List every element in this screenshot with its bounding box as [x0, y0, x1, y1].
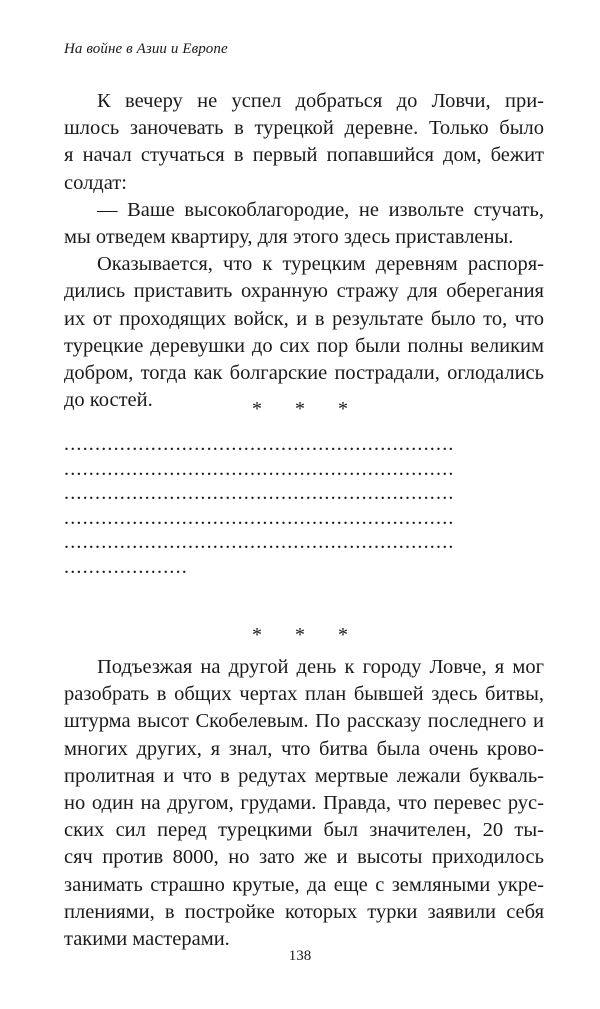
text-line: солдат:: [64, 171, 127, 194]
text-line: плениями, в постройке которых турки заявили себя: [64, 900, 544, 923]
text-line: Подъезжая на другой день к городу Ловче, я мог: [97, 656, 544, 678]
ellipsis-line: ...............................................................: [64, 531, 455, 553]
text-line: мы отведем квартиру, для этого здесь приставлены.: [64, 226, 514, 249]
ellipsis-line: ....................: [64, 555, 188, 578]
text-line: — Ваше высокоблагородие, не извольте стучать,: [97, 198, 544, 221]
text-line: многих других, я знал, что битва была очень крово-: [64, 737, 544, 760]
paragraph: [64, 654, 544, 953]
ellipsis-line: ...............................................................: [64, 506, 455, 529]
paragraph: [64, 251, 544, 414]
text-line: но один на другом, грудами. Правда, что перевес рус-: [64, 792, 544, 815]
paragraph: [64, 197, 544, 251]
text-line: занимать страшно крутые, да еще с земляными укре-: [64, 873, 544, 896]
ellipsis-line: ...............................................................: [64, 457, 455, 480]
text-line: я начал стучаться в первый попавшийся дом, бежит: [64, 144, 544, 167]
ellipsis-block: [64, 432, 544, 579]
ellipsis-line: ...............................................................: [64, 433, 455, 455]
paragraph: [64, 88, 544, 197]
section-separator: * * *: [252, 624, 362, 646]
text-line: дились приставить охранную стражу для оберегания: [64, 280, 544, 303]
text-block-bottom: [64, 654, 544, 953]
text-line: разобрать в общих чертах план бывшей здесь битвы,: [64, 683, 544, 706]
text-line: штурма высот Скобелевым. По рассказу последнего и: [64, 710, 544, 733]
text-line: сяч против 8000, но зато же и высоты приходилось: [64, 846, 544, 869]
text-block-top: [64, 88, 544, 414]
page-number: 138: [288, 948, 312, 964]
text-line: их от проходящих войск, и в результате было то, что: [64, 307, 544, 330]
section-separator: * * *: [252, 398, 362, 420]
text-line: пролитная и что в редутах мертвые лежали букваль-: [64, 764, 544, 787]
text-line: такими мастерами.: [64, 928, 230, 951]
ellipsis-line: ...............................................................: [64, 482, 455, 504]
running-head: На войне в Азии и Европе: [64, 41, 228, 57]
text-line: шлось заночевать в турецкой деревне. Только было: [64, 117, 544, 140]
text-line: Оказывается, что к турецким деревням распоря-: [97, 253, 544, 276]
text-line: до костей.: [64, 389, 153, 412]
text-line: ских сил перед турецкими был значителен, 20 ты-: [64, 819, 544, 842]
text-line: добром, тогда как болгарские пострадали, оглодались: [64, 362, 544, 385]
text-line: К вечеру не успел добраться до Ловчи, при-: [97, 90, 544, 112]
text-line: турецкие деревушки до сих пор были полны великим: [64, 334, 544, 357]
